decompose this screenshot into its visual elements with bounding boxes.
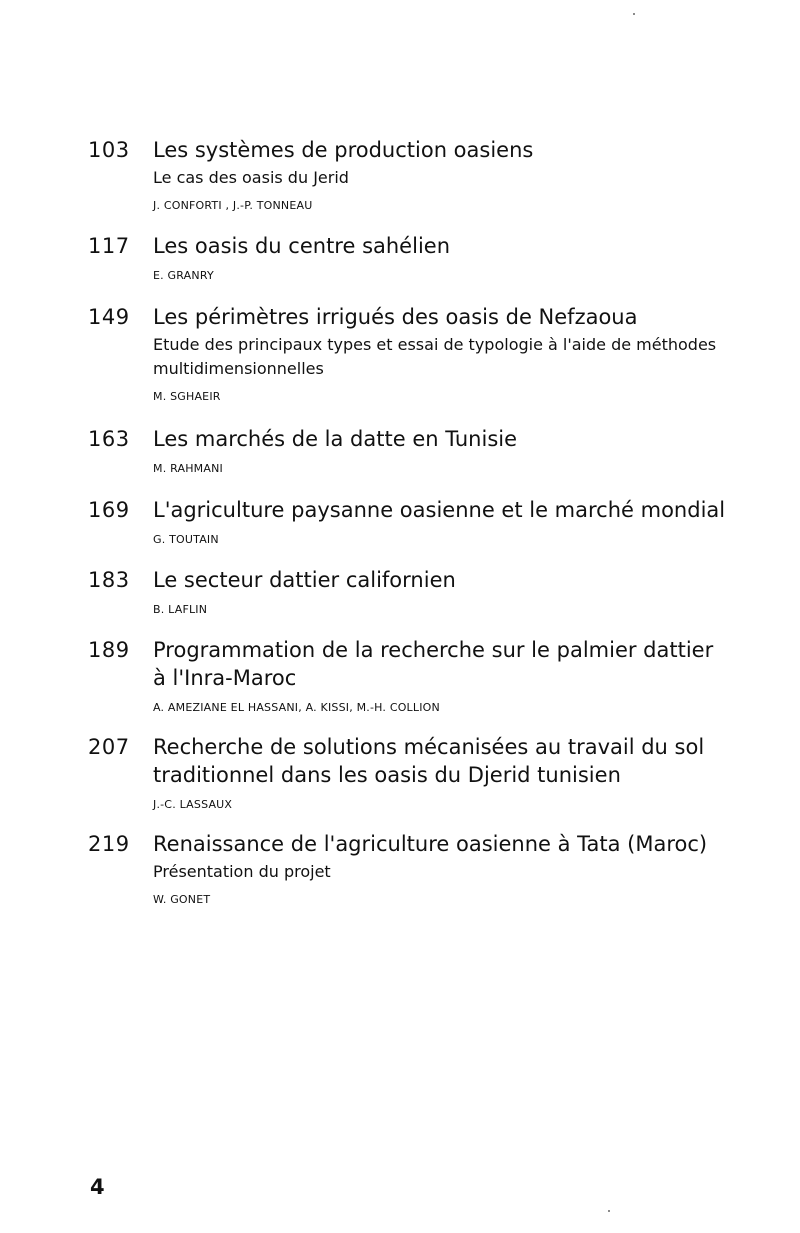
toc-subtitle: Le cas des oasis du Jerid	[153, 168, 349, 187]
toc-page-number: 189	[88, 638, 130, 662]
toc-entry-content	[153, 136, 730, 214]
toc-entry-content	[153, 425, 730, 477]
toc-authors: G. TOUTAIN	[153, 533, 219, 546]
toc-subtitle: multidimensionnelles	[153, 359, 324, 378]
toc-entry-content	[153, 566, 730, 618]
toc-page-number: 163	[88, 427, 130, 451]
scan-speck	[608, 1210, 610, 1212]
toc-title: Le secteur dattier californien	[153, 568, 456, 592]
page-number: 4	[90, 1175, 105, 1199]
toc-subtitle: Présentation du projet	[153, 862, 331, 881]
toc-page-number: 103	[88, 138, 130, 162]
toc-entry-content	[153, 733, 730, 813]
toc-title: L'agriculture paysanne oasienne et le marché mondial	[153, 498, 726, 522]
toc-page-number: 207	[88, 735, 130, 759]
toc-entry-content	[153, 830, 730, 908]
toc-title: à l'Inra-Maroc	[153, 666, 297, 690]
toc-title: traditionnel dans les oasis du Djerid tunisien	[153, 763, 621, 787]
toc-authors: M. RAHMANI	[153, 462, 223, 475]
toc-title: Les périmètres irrigués des oasis de Nefzaoua	[153, 305, 638, 329]
scan-speck	[633, 13, 635, 15]
toc-authors: J. CONFORTI , J.-P. TONNEAU	[153, 199, 313, 212]
toc-title: Les oasis du centre sahélien	[153, 234, 451, 258]
toc-entry-content	[153, 636, 730, 716]
toc-entry-content	[153, 303, 730, 405]
toc-authors: A. AMEZIANE EL HASSANI, A. KISSI, M.-H. COLLION	[153, 701, 440, 714]
toc-title: Les systèmes de production oasiens	[153, 138, 534, 162]
toc-authors: B. LAFLIN	[153, 603, 208, 616]
toc-entry-content	[153, 496, 730, 548]
toc-page-number: 219	[88, 832, 130, 856]
toc-page-number: 183	[88, 568, 130, 592]
toc-entry-content	[153, 232, 730, 284]
toc-page-number: 169	[88, 498, 130, 522]
toc-authors: W. GONET	[153, 893, 211, 906]
toc-title: Les marchés de la datte en Tunisie	[153, 427, 518, 451]
toc-title: Programmation de la recherche sur le palmier dattier	[153, 638, 714, 662]
toc-authors: J.-C. LASSAUX	[153, 798, 233, 811]
toc-authors: E. GRANRY	[153, 269, 214, 282]
toc-page-number: 149	[88, 305, 130, 329]
toc-page-number: 117	[88, 234, 130, 258]
toc-title: Renaissance de l'agriculture oasienne à Tata (Maroc)	[153, 832, 708, 856]
toc-subtitle: Etude des principaux types et essai de typologie à l'aide de méthodes	[153, 335, 717, 354]
toc-authors: M. SGHAEIR	[153, 390, 221, 403]
toc-title: Recherche de solutions mécanisées au travail du sol	[153, 735, 705, 759]
